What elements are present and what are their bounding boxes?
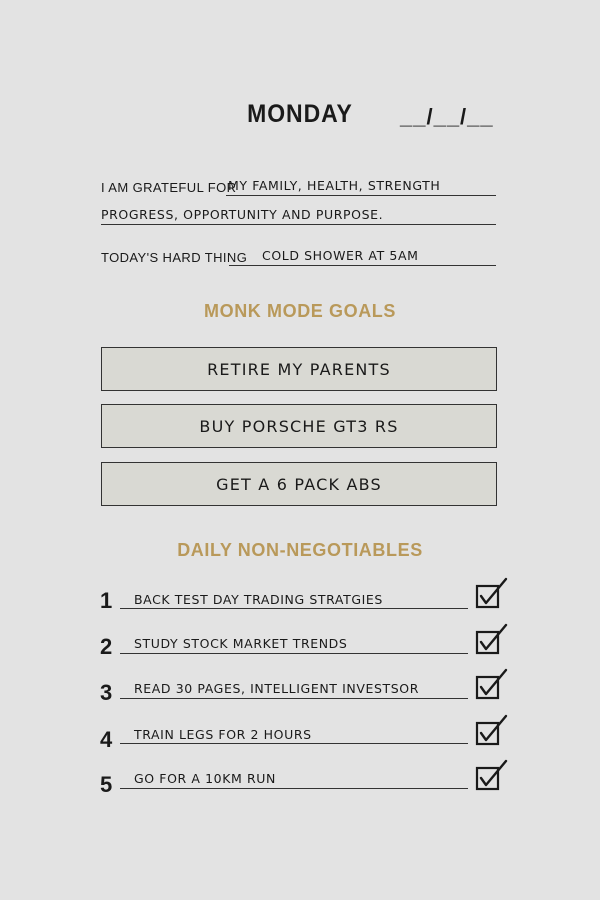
goals-title: MONK MODE GOALS [204, 301, 396, 321]
task-number-3: 3 [100, 680, 113, 705]
task-rule-3 [120, 698, 468, 699]
goal-box-1: RETIRE MY PARENTS [101, 347, 497, 391]
task-text-4: TRAIN LEGS FOR 2 HOURS [134, 727, 312, 742]
hard-thing-rule [229, 265, 496, 266]
gratitude-label: I AM GRATEFUL FOR [101, 180, 237, 195]
task-text-1: BACK TEST DAY TRADING STRATGIES [134, 592, 383, 607]
checkbox-checked-icon[interactable] [475, 576, 511, 610]
task-number-1: 1 [100, 588, 113, 613]
task-rule-2 [120, 653, 468, 654]
non-negotiables-title: DAILY NON-NEGOTIABLES [177, 540, 423, 560]
gratitude-rule-2 [101, 224, 496, 225]
checkbox-checked-icon[interactable] [475, 667, 511, 701]
gratitude-line-1: MY FAMILY, HEALTH, STRENGTH [228, 178, 441, 193]
task-rule-4 [120, 743, 468, 744]
checkbox-checked-icon[interactable] [475, 713, 511, 747]
task-number-5: 5 [100, 772, 113, 797]
task-text-2: STUDY STOCK MARKET TRENDS [134, 636, 348, 651]
gratitude-rule-1 [226, 195, 496, 196]
checkbox-checked-icon[interactable] [475, 758, 511, 792]
task-rule-5 [120, 788, 468, 789]
hard-thing-label: TODAY'S HARD THING [101, 250, 248, 265]
task-text-3: READ 30 PAGES, INTELLIGENT INVESTSOR [134, 681, 419, 696]
goal-box-3: GET A 6 PACK ABS [101, 462, 497, 506]
task-rule-1 [120, 608, 468, 609]
gratitude-line-2: PROGRESS, OPPORTUNITY AND PURPOSE. [101, 207, 384, 222]
hard-thing-value: COLD SHOWER AT 5AM [262, 248, 419, 263]
task-number-2: 2 [100, 634, 113, 659]
goal-box-2: BUY PORSCHE GT3 RS [101, 404, 497, 448]
checkbox-checked-icon[interactable] [475, 622, 511, 656]
task-text-5: GO FOR A 10KM RUN [134, 771, 276, 786]
date-blank: __/__/__ [400, 104, 494, 129]
day-title: MONDAY [247, 100, 353, 128]
task-number-4: 4 [100, 727, 113, 752]
